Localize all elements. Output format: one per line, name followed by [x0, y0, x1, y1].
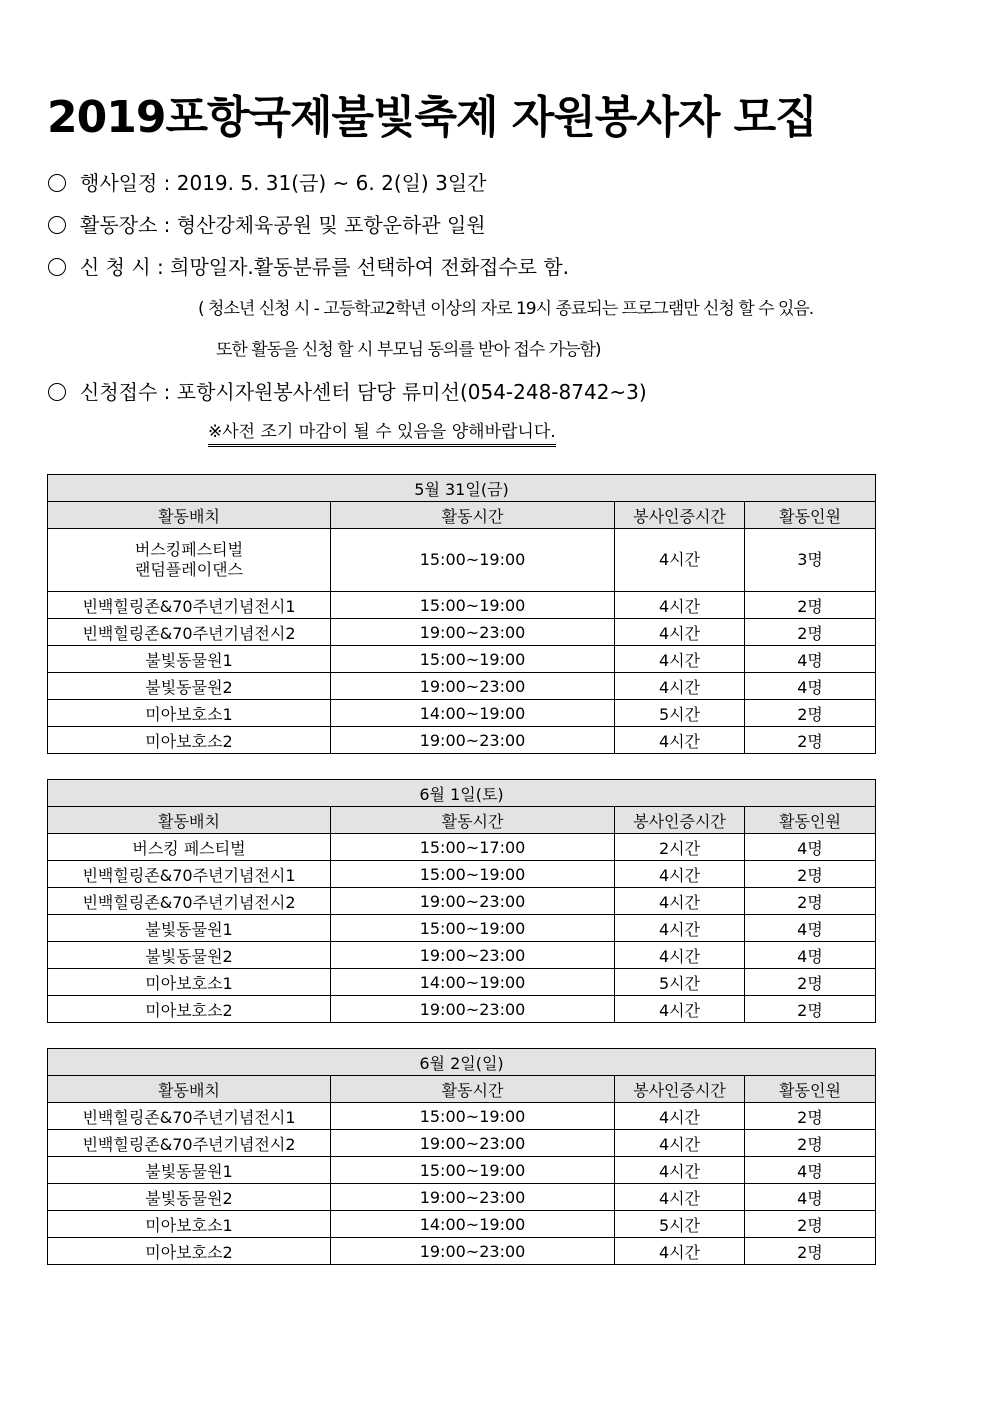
table-row [48, 834, 876, 861]
cell-time: 15:00~19:00 [331, 1103, 615, 1130]
col-people: 활동인원 [745, 1076, 876, 1103]
cell-people: 2명 [745, 592, 876, 619]
cell-time: 19:00~23:00 [331, 1130, 615, 1157]
cell-people: 2명 [745, 727, 876, 754]
col-activity: 활동배치 [48, 1076, 331, 1103]
cell-time: 14:00~19:00 [331, 1211, 615, 1238]
cell-time: 19:00~23:00 [331, 727, 615, 754]
cell-hours: 4시간 [615, 1184, 745, 1211]
col-activity: 활동배치 [48, 807, 331, 834]
info-label: 신 청 시 [80, 255, 151, 279]
table-row [48, 727, 876, 754]
table-row [48, 888, 876, 915]
col-people: 활동인원 [745, 502, 876, 529]
cell-time: 19:00~23:00 [331, 619, 615, 646]
cell-people: 2명 [745, 861, 876, 888]
circle-bullet-icon [48, 383, 66, 401]
cell-hours: 2시간 [615, 834, 745, 861]
cell-hours: 4시간 [615, 1157, 745, 1184]
cell-people: 3명 [745, 529, 876, 592]
cell-activity: 빈백힐링존&70주년기념전시2 [48, 888, 331, 915]
cell-time: 19:00~23:00 [331, 996, 615, 1023]
circle-bullet-icon [48, 216, 66, 234]
cell-time: 15:00~19:00 [331, 646, 615, 673]
info-value: 2019. 5. 31(금) ~ 6. 2(일) 3일간 [176, 171, 487, 195]
table-row [48, 700, 876, 727]
youth-note-line1: ( 청소년 신청 시 - 고등학교2학년 이상의 자로 19시 종료되는 프로그램만 신청 할 수 있음. [198, 299, 814, 319]
info-value: 형산강체육공원 및 포항운하관 일원 [176, 213, 486, 237]
cell-hours: 4시간 [615, 727, 745, 754]
cell-hours: 5시간 [615, 700, 745, 727]
info-label: 행사일정 [80, 171, 158, 195]
early-close-warning: ※사전 조기 마감이 될 수 있음을 양해바랍니다. [208, 420, 556, 447]
cell-time: 14:00~19:00 [331, 969, 615, 996]
info-sep: : [163, 171, 171, 195]
contact-value: 포항시자원봉사센터 담당 류미선(054-248-8742~3) [176, 380, 647, 404]
info-schedule [48, 169, 486, 197]
cell-time: 15:00~19:00 [331, 861, 615, 888]
table-date: 6월 1일(토) [48, 780, 876, 807]
cell-activity: 미아보호소1 [48, 1211, 331, 1238]
cell-time: 15:00~19:00 [331, 1157, 615, 1184]
table-row [48, 1184, 876, 1211]
cell-people: 2명 [745, 1238, 876, 1265]
circle-bullet-icon [48, 174, 66, 192]
col-people: 활동인원 [745, 807, 876, 834]
table-row [48, 942, 876, 969]
table-row [48, 1157, 876, 1184]
cell-activity: 불빛동물원1 [48, 1157, 331, 1184]
info-label: 활동장소 [80, 213, 158, 237]
table-row [48, 1103, 876, 1130]
cell-hours: 4시간 [615, 888, 745, 915]
cell-people: 4명 [745, 915, 876, 942]
cell-people: 2명 [745, 888, 876, 915]
cell-activity: 빈백힐링존&70주년기념전시1 [48, 1103, 331, 1130]
cell-people: 4명 [745, 673, 876, 700]
cell-hours: 4시간 [615, 646, 745, 673]
cell-activity: 불빛동물원2 [48, 673, 331, 700]
table-row [48, 996, 876, 1023]
cell-hours: 4시간 [615, 1103, 745, 1130]
circle-bullet-icon [48, 258, 66, 276]
cell-hours: 4시간 [615, 1238, 745, 1265]
table-row [48, 646, 876, 673]
cell-hours: 4시간 [615, 915, 745, 942]
cell-time: 15:00~19:00 [331, 529, 615, 592]
cell-activity: 빈백힐링존&70주년기념전시1 [48, 861, 331, 888]
table-row [48, 673, 876, 700]
cell-hours: 4시간 [615, 619, 745, 646]
cell-people: 4명 [745, 1157, 876, 1184]
cell-activity: 미아보호소1 [48, 700, 331, 727]
cell-time: 15:00~19:00 [331, 592, 615, 619]
table-row [48, 529, 876, 592]
cell-people: 2명 [745, 619, 876, 646]
col-time: 활동시간 [331, 807, 615, 834]
table-row [48, 1238, 876, 1265]
cell-hours: 5시간 [615, 1211, 745, 1238]
cell-activity: 미아보호소2 [48, 727, 331, 754]
table-row [48, 1130, 876, 1157]
cell-activity: 불빛동물원1 [48, 915, 331, 942]
cell-time: 19:00~23:00 [331, 1238, 615, 1265]
cell-hours: 4시간 [615, 942, 745, 969]
table-row [48, 861, 876, 888]
schedule-table-jun2 [47, 1048, 876, 1265]
cell-activity: 빈백힐링존&70주년기념전시2 [48, 619, 331, 646]
cell-people: 2명 [745, 1130, 876, 1157]
cell-activity: 불빛동물원2 [48, 1184, 331, 1211]
cell-activity: 미아보호소1 [48, 969, 331, 996]
table-row [48, 969, 876, 996]
cell-people: 4명 [745, 942, 876, 969]
cell-hours: 4시간 [615, 861, 745, 888]
col-time: 활동시간 [331, 502, 615, 529]
table-row [48, 1211, 876, 1238]
cell-people: 4명 [745, 834, 876, 861]
cell-hours: 4시간 [615, 1130, 745, 1157]
cell-activity: 빈백힐링존&70주년기념전시1 [48, 592, 331, 619]
cell-hours: 5시간 [615, 969, 745, 996]
table-row [48, 915, 876, 942]
col-hours: 봉사인증시간 [615, 502, 745, 529]
cell-hours: 4시간 [615, 529, 745, 592]
cell-activity [48, 529, 331, 592]
cell-people: 2명 [745, 996, 876, 1023]
cell-activity: 미아보호소2 [48, 1238, 331, 1265]
table-row [48, 592, 876, 619]
cell-time: 14:00~19:00 [331, 700, 615, 727]
col-activity: 활동배치 [48, 502, 331, 529]
info-application [48, 253, 569, 281]
cell-people: 2명 [745, 1211, 876, 1238]
cell-activity: 불빛동물원2 [48, 942, 331, 969]
info-sep: : [157, 255, 164, 279]
contact-sep: : [163, 380, 171, 404]
info-sep: : [163, 213, 171, 237]
table-row [48, 619, 876, 646]
col-hours: 봉사인증시간 [615, 1076, 745, 1103]
cell-time: 19:00~23:00 [331, 888, 615, 915]
youth-note-line2: 또한 활동을 신청 할 시 부모님 동의를 받아 접수 가능함) [216, 340, 601, 360]
cell-people: 4명 [745, 646, 876, 673]
info-contact [48, 378, 647, 406]
activity-line2: 랜덤플레이댄스 [134, 560, 244, 579]
col-time: 활동시간 [331, 1076, 615, 1103]
cell-time: 15:00~19:00 [331, 915, 615, 942]
table-date: 5월 31일(금) [48, 475, 876, 502]
cell-activity: 미아보호소2 [48, 996, 331, 1023]
page-title: 2019포항국제불빛축제 자원봉사자 모집 [47, 92, 817, 143]
cell-time: 19:00~23:00 [331, 673, 615, 700]
cell-people: 4명 [745, 1184, 876, 1211]
cell-hours: 4시간 [615, 673, 745, 700]
col-hours: 봉사인증시간 [615, 807, 745, 834]
cell-activity: 빈백힐링존&70주년기념전시2 [48, 1130, 331, 1157]
schedule-table-jun1 [47, 779, 876, 1023]
cell-activity: 불빛동물원1 [48, 646, 331, 673]
cell-hours: 4시간 [615, 996, 745, 1023]
cell-time: 19:00~23:00 [331, 1184, 615, 1211]
cell-time: 15:00~17:00 [331, 834, 615, 861]
contact-label: 신청접수 [80, 380, 158, 404]
schedule-table-may31 [47, 474, 876, 754]
cell-people: 2명 [745, 700, 876, 727]
activity-line1: 버스킹페스티벌 [134, 540, 244, 559]
cell-hours: 4시간 [615, 592, 745, 619]
cell-people: 2명 [745, 1103, 876, 1130]
table-date: 6월 2일(일) [48, 1049, 876, 1076]
cell-activity: 버스킹 페스티벌 [48, 834, 331, 861]
cell-people: 2명 [745, 969, 876, 996]
cell-time: 19:00~23:00 [331, 942, 615, 969]
info-value: 희망일자.활동분류를 선택하여 전화접수로 함. [170, 255, 570, 279]
info-location [48, 211, 486, 239]
